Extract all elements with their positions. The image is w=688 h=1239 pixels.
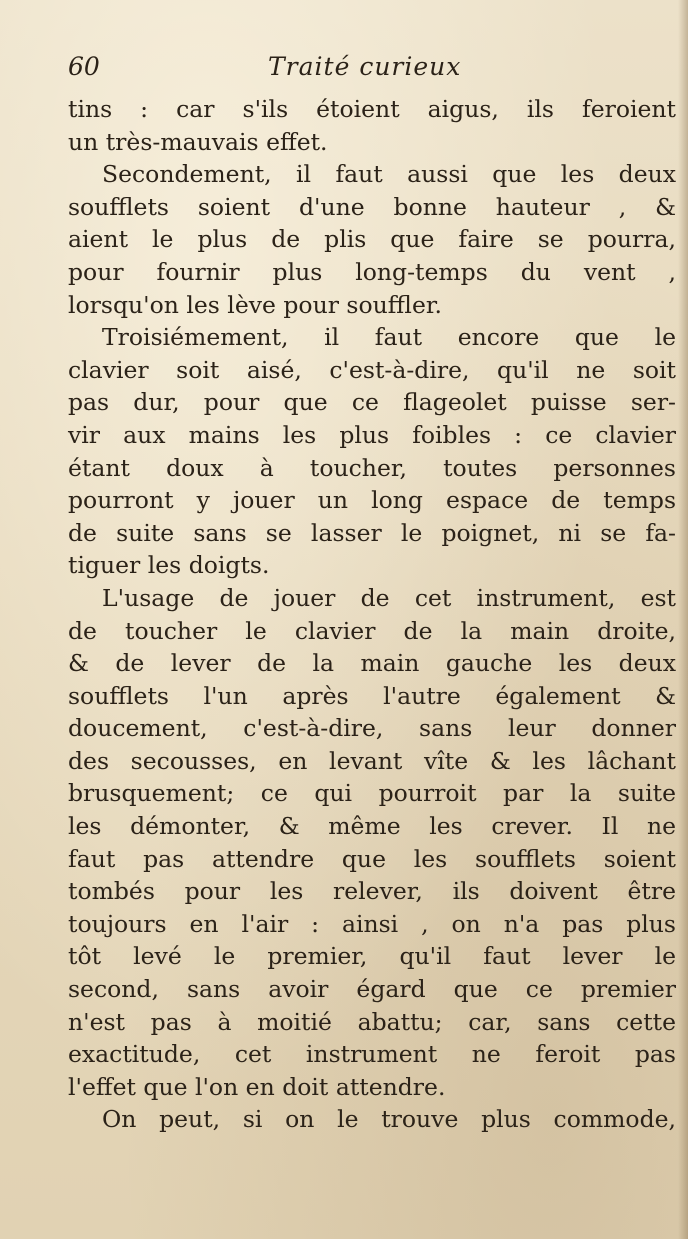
body-text	[68, 93, 676, 1136]
text-line: l'effet que l'on en doit attendre.	[68, 1072, 446, 1101]
text-line: exactitude, cet instrument ne feroit pas	[68, 1040, 676, 1069]
text-line: de toucher le clavier de la main droite,	[68, 616, 676, 645]
page-header	[68, 52, 668, 92]
text-line: étant doux à toucher, toutes personnes	[68, 453, 676, 482]
text-line: second, sans avoir égard que ce premier	[68, 975, 676, 1004]
text-line: On peut, si on le trouve plus commode,	[102, 1105, 676, 1134]
text-line: soufflets soient d'une bonne hauteur , &	[68, 192, 676, 221]
text-line: de suite sans se lasser le poignet, ni se fa-	[68, 518, 676, 547]
text-line: tins : car s'ils étoient aigus, ils feroient	[68, 95, 676, 123]
page-edge-shadow	[678, 0, 688, 1239]
text-line: L'usage de jouer de cet instrument, est	[102, 583, 676, 612]
text-line: tiguer les doigts.	[68, 551, 270, 580]
text-line: doucement, c'est-à-dire, sans leur donner	[68, 714, 676, 743]
text-line: pour fournir plus long-temps du vent ,	[68, 257, 676, 286]
text-line: pourront y jouer un long espace de temps	[68, 486, 676, 515]
text-line: faut pas attendre que les soufflets soient	[68, 844, 676, 873]
text-line: tombés pour les relever, ils doivent être	[68, 877, 676, 906]
text-line: vir aux mains les plus foibles : ce clavier	[68, 420, 676, 449]
text-line: n'est pas à moitié abattu; car, sans cette	[68, 1007, 676, 1036]
text-line: lorsqu'on les lève pour souffler.	[68, 290, 442, 319]
text-line: aient le plus de plis que faire se pourra,	[68, 225, 676, 254]
text-line: & de lever de la main gauche les deux	[68, 649, 676, 678]
text-line: soufflets l'un après l'autre également &	[68, 681, 676, 710]
text-line: les démonter, & même les crever. Il ne	[68, 812, 676, 841]
text-line: toujours en l'air : ainsi , on n'a pas plus	[68, 909, 676, 938]
running-title: Traité curieux	[268, 52, 462, 81]
text-line: Troisiémement, il faut encore que le	[102, 323, 676, 352]
text-line: clavier soit aisé, c'est-à-dire, qu'il ne soit	[68, 355, 676, 384]
text-line: brusquement; ce qui pourroit par la suite	[68, 779, 676, 808]
text-line: pas dur, pour que ce flageolet puisse ser-	[68, 388, 676, 417]
text-line: Secondement, il faut aussi que les deux	[102, 160, 676, 189]
text-line: un très-mauvais effet.	[68, 127, 328, 156]
text-line: tôt levé le premier, qu'il faut lever le	[68, 942, 676, 971]
text-line: des secousses, en levant vîte & les lâchant	[68, 746, 676, 775]
page-number: 60	[68, 52, 100, 81]
